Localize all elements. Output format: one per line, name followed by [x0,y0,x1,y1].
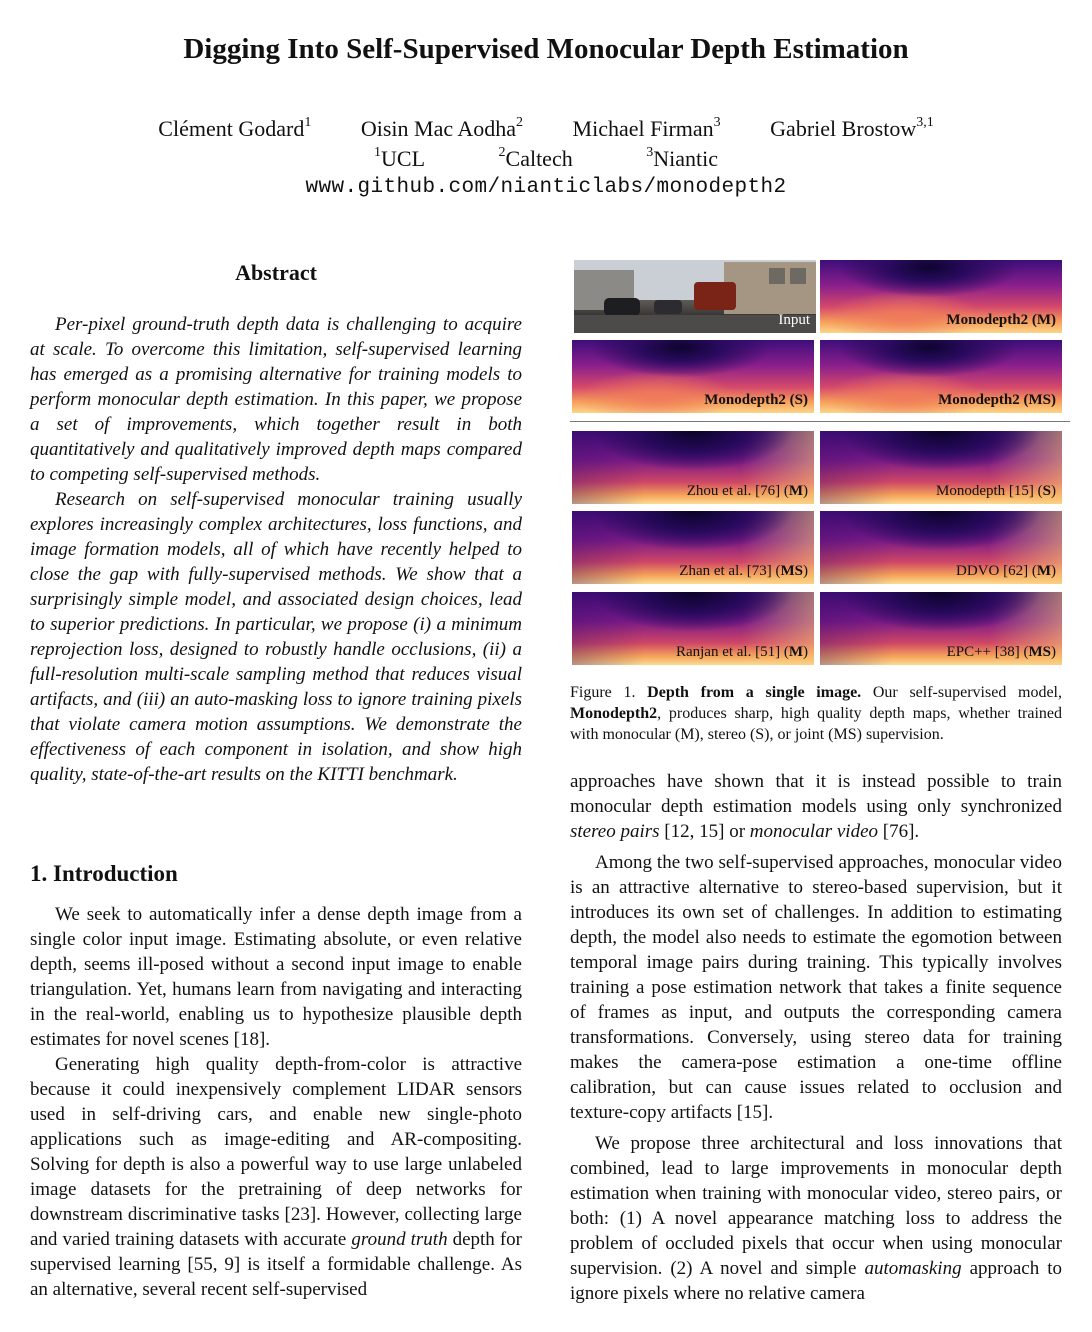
depth-map [572,511,814,584]
affiliation: $^2$Caltech [498,144,573,171]
panel-label: DDVO [62] (M) [956,563,1056,579]
affiliation-list [0,144,1092,173]
input-image [574,260,816,333]
panel-label: Zhou et al. [76] (M) [686,483,808,499]
depth-map [572,592,814,665]
abstract-body [30,312,522,787]
abstract-paragraph: Research on self-supervised monocular training usually explores increasingly complex architectures, loss functions, and image formation models, all of which have recently helped to close the gap with fully-supervised methods. We show that a surprisingly simple model, and associated design choices, lead to superior predictions. In particular, we propose (i) a minimum reprojection loss, designed to robustly handle occlusions, (ii) a full-resolution multi-scale sampling method that reduces visual artifacts, and (iii) an auto-masking loss to ignore training pixels that violate camera motion assumptions. We demonstrate the effectiveness of each component in isolation, and show high quality, state-of-the-art results on the KITTI benchmark. [30,489,522,785]
panel-label: Monodepth2 (S) [704,392,808,408]
figure-divider [570,421,1070,422]
depth-map [572,431,814,504]
affiliation: $^3$Niantic [646,144,718,171]
author: Clément Godard$^1$ [158,114,312,141]
section-heading: 1. Introduction [30,861,178,886]
introduction-body [30,902,522,1302]
panel-label: Monodepth2 (MS) [938,392,1056,408]
intro-paragraph: Generating high quality depth-from-color is attractive because it could inexpensively complement LIDAR sensors used in self-driving cars, and enable new single-photo applications such as image-editing and AR-compositing. Solving for depth is also a powerful way to use large unlabeled image datasets for the pretraining of deep networks for downstream discriminative tasks [23]. However, collecting large and varied training datasets with accurate ground truth depth for supervised learning [55, 9] is itself a formidable challenge. As an alternative, several recent self-supervised [30,1054,522,1300]
panel-label: EPC++ [38] (MS) [946,644,1056,660]
abstract-paragraph: Per-pixel ground-truth depth data is challenging to acquire at scale. To overcome this limitation, self-supervised learning has emerged as a promising alternative for training models to perform monocular depth estimation. In this paper, we propose a set of improvements, which together result in both quantitatively and qualitatively improved depth maps compared to competing self-supervised methods. [30,314,522,485]
paper-title: Digging Into Self-Supervised Monocular Depth Estimation [183,33,909,65]
right-column-body [570,769,1062,1306]
depth-map [820,511,1062,584]
project-url[interactable]: www.github.com/nianticlabs/monodepth2 [305,176,787,199]
panel-label: Input [778,312,810,328]
author: Gabriel Brostow$^{3,1}$ [770,114,934,141]
author: Oisin Mac Aodha$^2$ [360,114,524,141]
depth-map [820,260,1062,333]
body-paragraph: We propose three architectural and loss innovations that combined, lead to large improvements in monocular depth estimation when training with monocular video, stereo pairs, or both: (1) A novel appearance matching loss to address the problem of occluded pixels that occur when using monocular supervision. (2) A novel and simple automasking approach to ignore pixels where no relative camera [570,1133,1062,1304]
body-paragraph: Among the two self-supervised approaches, monocular video is an attractive alternative to stereo-based supervision, but it introduces its own set of challenges. In addition to estimating depth, the model also needs to estimate the egomotion between temporal image pairs during training. This typically involves training a pose estimation network that takes a finite sequence of frames as input, and outputs the corresponding camera transformations. Conversely, using stereo data for training makes the camera-pose estimation a one-time offline calibration, but can cause issues related to occlusion and texture-copy artifacts [15]. [570,852,1062,1123]
depth-map [820,431,1062,504]
depth-map [820,592,1062,665]
figure-1 [570,258,1062,670]
body-paragraph: approaches have shown that it is instead possible to train monocular depth estimation models using only synchronized stereo pairs [12, 15] or monocular video [76]. [570,771,1062,842]
affiliation: $^1$UCL [374,144,426,171]
depth-map [572,340,814,413]
panel-label: Zhan et al. [73] (MS) [679,563,808,579]
panel-label: Monodepth [15] (S) [936,483,1056,499]
intro-paragraph: We seek to automatically infer a dense depth image from a single color input image. Estimating absolute, or even relative depth, seems ill-posed without a second input image to enable triangulation. Yet, humans learn from navigating and interacting in the real-world, enabling us to hypothesize plausible depth estimates for novel scenes [18]. [30,904,522,1050]
figure-caption: Figure 1. Depth from a single image. Our self-supervised model, Monodepth2, produces sharp, high quality depth maps, whether trained with monocular (M), stereo (S), or joint (MS) supervision. [570,684,1063,743]
author-list [0,114,1092,143]
author: Michael Firman$^3$ [572,114,721,141]
abstract-heading: Abstract [235,260,317,285]
depth-map [820,340,1062,413]
panel-label: Monodepth2 (M) [946,312,1056,328]
panel-label: Ranjan et al. [51] (M) [675,644,808,660]
